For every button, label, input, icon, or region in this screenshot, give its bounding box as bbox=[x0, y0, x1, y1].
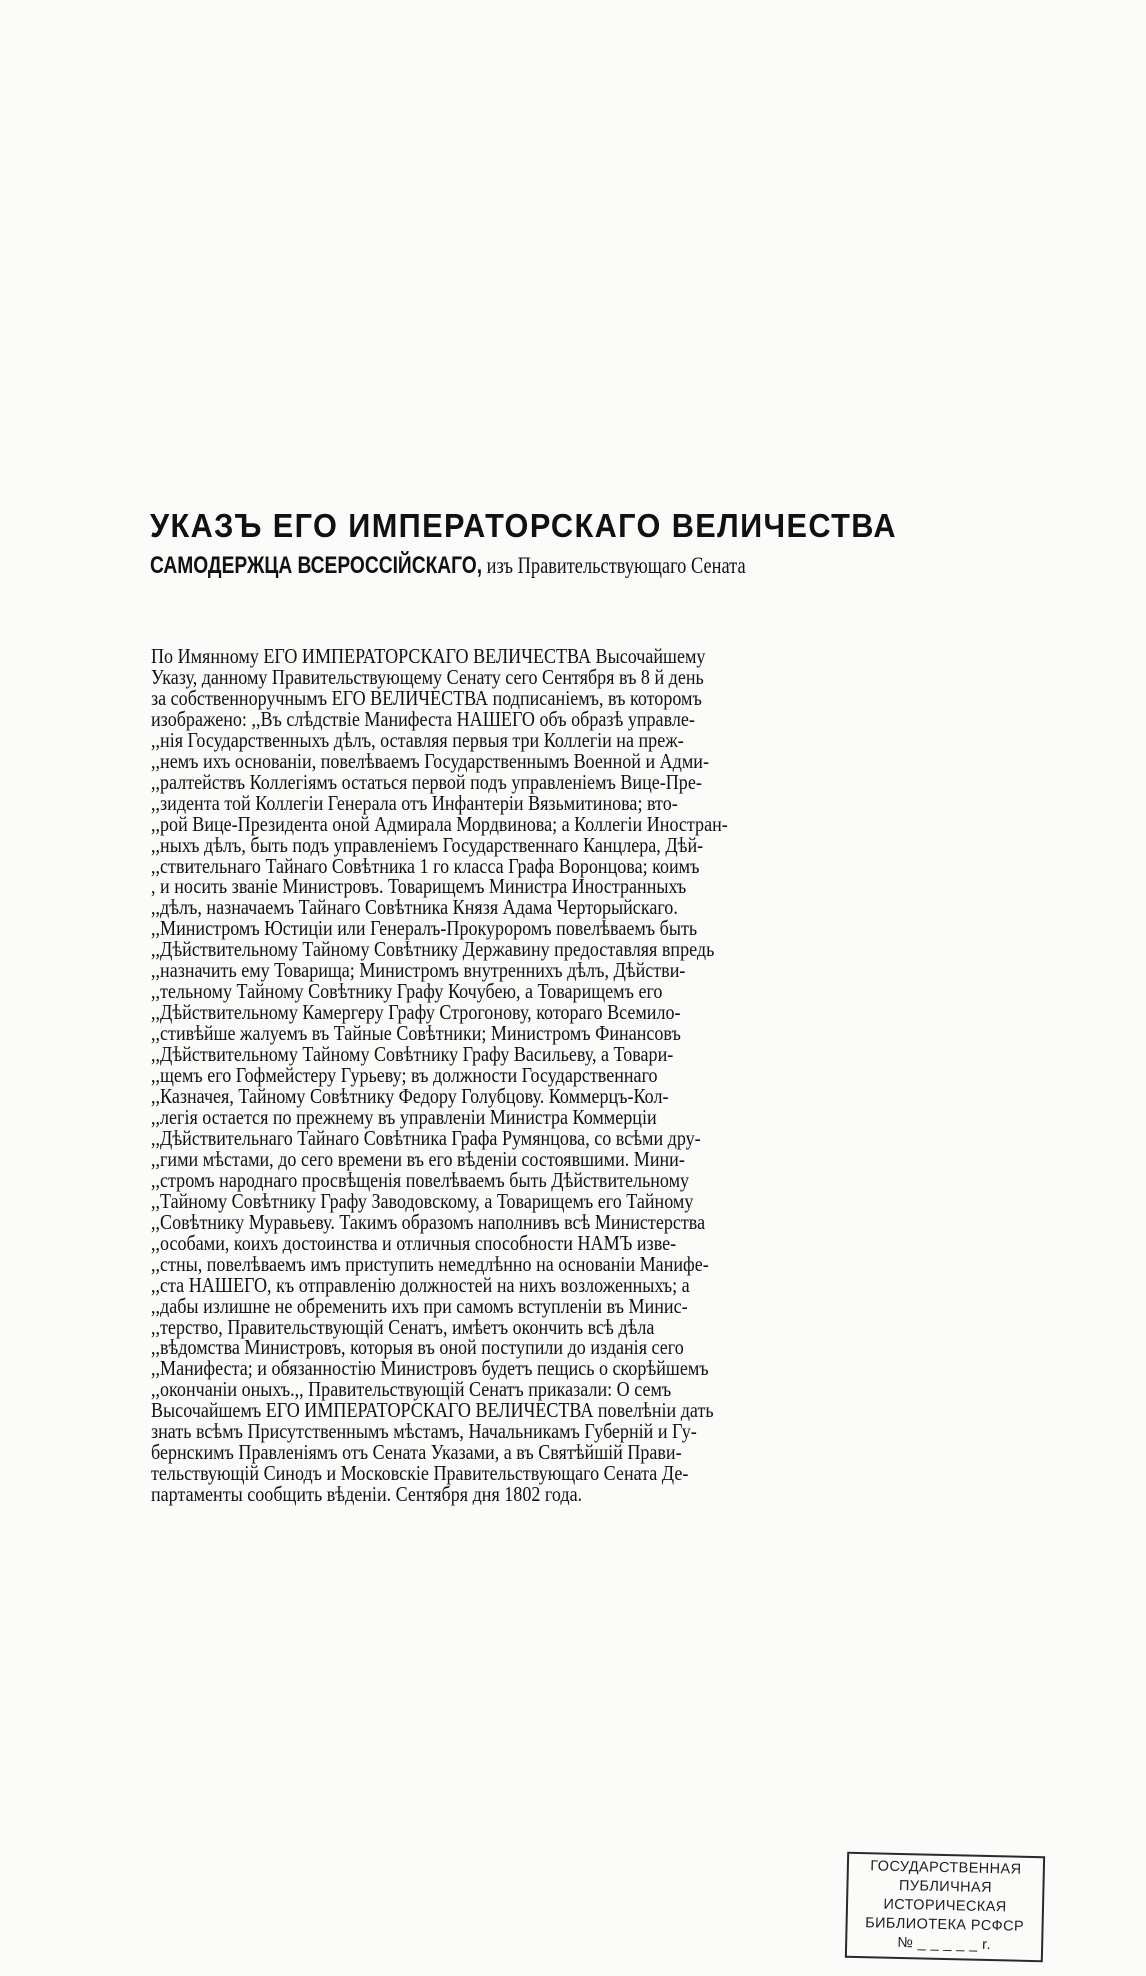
body-line: ,,стивѣйше жалуемъ въ Тайные Совѣтники; Министромъ Финансовъ bbox=[151, 1021, 681, 1046]
body-line: ,,Совѣтнику Муравьеву. Такимъ образомъ наполнивъ всѣ Министерства bbox=[151, 1209, 706, 1234]
stamp-line: ГОСУДАРСТВЕННАЯ bbox=[870, 1858, 1022, 1878]
decree-subtitle-plain: изъ Правительствующаго Сената bbox=[482, 553, 746, 578]
body-line: партаменты сообщить вѣденіи. Сентября дня 1802 года. bbox=[151, 1482, 583, 1507]
body-line: ,,дѣлъ, назначаемъ Тайнаго Совѣтника Князя Адама Черторыйскаго. bbox=[151, 895, 678, 920]
body-line: знать всѣмъ Присутственнымъ мѣстамъ, Начальникамъ Губерній и Гу- bbox=[151, 1419, 697, 1444]
body-line: Указу, данному Правительствующему Сенату сего Сентября въ 8 й день bbox=[151, 664, 704, 689]
body-line: ,,легія остается по прежнему въ управленіи Министра Коммерціи bbox=[151, 1104, 657, 1129]
body-line: Высочайшемъ ЕГО ИМПЕРАТОРСКАГО ВЕЛИЧЕСТВА повелѣніи дать bbox=[151, 1398, 714, 1423]
stamp-line: ПУБЛИЧНАЯ bbox=[898, 1877, 993, 1897]
body-line: ,,ствительнаго Тайнаго Совѣтника 1 го класса Графа Воронцова; коимъ bbox=[151, 853, 700, 878]
body-line: ,,Манифеста; и обязанностію Министровъ будетъ пещись о скорѣйшемъ bbox=[151, 1356, 709, 1381]
body-line: изображено: ,,Въ слѣдствіе Манифеста НАШЕГО объ образѣ управле- bbox=[151, 706, 695, 731]
body-line: ,,Казначея, Тайному Совѣтнику Федору Голубцову. Коммерцъ-Кол- bbox=[151, 1084, 669, 1109]
body-line: тельствующій Синодъ и Московскіе Правительствующаго Сената Де- bbox=[151, 1461, 689, 1486]
body-line: ,,Дѣйствительному Камергеру Графу Строгонову, котораго Всемило- bbox=[151, 1000, 681, 1025]
body-line: ,,Дѣйствительному Тайному Совѣтнику Державину предоставляя впредь bbox=[151, 937, 715, 962]
stamp-line: ИСТОРИЧЕСКАЯ bbox=[883, 1896, 1007, 1916]
body-line: бернскимъ Правленіямъ отъ Сената Указами, а въ Святѣйшій Прави- bbox=[151, 1440, 682, 1465]
body-line: ,,Министромъ Юстиціи или Генералъ-Прокуроромъ повелѣваемъ быть bbox=[151, 916, 698, 941]
body-line: ,,немъ ихъ основаніи, повелѣваемъ Государственнымъ Военной и Адми- bbox=[151, 748, 709, 773]
body-line: ,,назначить ему Товарища; Министромъ внутреннихъ дѣлъ, Дѣйстви- bbox=[151, 958, 686, 983]
body-line: ,,ныхъ дѣлъ, быть подъ управленіемъ Государственнаго Канцлера, Дѣй- bbox=[151, 832, 704, 857]
library-stamp bbox=[845, 1852, 1045, 1962]
body-line: ,,Дѣйствительнаго Тайнаго Совѣтника Графа Румянцова, со всѣми дру- bbox=[151, 1125, 701, 1150]
body-line: ,,Дѣйствительному Тайному Совѣтнику Графу Васильеву, а Товари- bbox=[151, 1042, 674, 1067]
body-line: ,,окончаніи оныхъ.,, Правительствующій Сенатъ приказали: О семъ bbox=[151, 1377, 672, 1402]
decree-body bbox=[151, 646, 931, 1505]
body-line: , и носить званіе Министровъ. Товарищемъ Министра Иностранныхъ bbox=[151, 874, 687, 899]
body-line: ,,стромъ народнаго просвѣщенія повелѣваемъ быть Дѣйствительному bbox=[151, 1167, 690, 1192]
decree-subtitle-bold: САМОДЕРЖЦА ВСЕРОССІЙСКАГО, bbox=[150, 552, 483, 579]
decree-heading bbox=[150, 506, 920, 584]
body-line: ,,ралтействъ Коллегіямъ остаться первой подъ управленіемъ Вице-Пре- bbox=[151, 769, 702, 794]
body-line: ,,гими мѣстами, до сего времени въ его вѣденіи состоявшими. Мини- bbox=[151, 1146, 685, 1171]
body-line: ,,стны, повелѣваемъ имъ приступить немедлѣнно на основаніи Манифе- bbox=[151, 1251, 709, 1276]
body-line: ,,Тайному Совѣтнику Графу Заводовскому, а Товарищемъ его Тайному bbox=[151, 1188, 694, 1213]
stamp-line: БИБЛИОТЕКА РСФСР bbox=[864, 1915, 1025, 1935]
body-line: ,,тельному Тайному Совѣтнику Графу Кочубею, а Товарищемъ его bbox=[151, 979, 663, 1004]
body-line: ,,дабы излишне не обременить ихъ при самомъ вступленіи въ Минис- bbox=[151, 1293, 688, 1318]
body-line: ,,особами, коихъ достоинства и отличныя способности НАМЪ изве- bbox=[151, 1230, 677, 1255]
body-line: ,,зидента той Коллегіи Генерала отъ Инфантеріи Вязьмитинова; вто- bbox=[151, 790, 678, 815]
body-line: ,,ста НАШЕГО, къ отправленію должностей на нихъ возложенныхъ; а bbox=[151, 1272, 690, 1297]
decree-subtitle bbox=[150, 548, 766, 584]
body-line: ,,рой Вице-Президента оной Адмирала Мордвинова; а Коллегіи Иностран- bbox=[151, 811, 728, 836]
body-line: за собственноручнымъ ЕГО ВЕЛИЧЕСТВА подписаніемъ, въ которомъ bbox=[151, 685, 702, 710]
body-line: ,,терство, Правительствующій Сенатъ, имѣетъ окончить всѣ дѣла bbox=[151, 1314, 655, 1339]
stamp-line: № _ _ _ _ _ r. bbox=[897, 1934, 992, 1954]
decree-title: УКАЗЪ ЕГО ИМПЕРАТОРСКАГО ВЕЛИЧЕСТВА bbox=[150, 507, 897, 544]
body-line: ,,нія Государственныхъ дѣлъ, оставляя первыя три Коллегіи на преж- bbox=[151, 727, 684, 752]
body-line: По Имянному ЕГО ИМПЕРАТОРСКАГО ВЕЛИЧЕСТВА Высочайшему bbox=[151, 644, 706, 668]
body-line: ,,вѣдомства Министровъ, которыя въ оной поступили до изданія сего bbox=[151, 1335, 684, 1360]
body-line: ,,щемъ его Гофмейстеру Гурьеву; въ должности Государственнаго bbox=[151, 1063, 658, 1088]
